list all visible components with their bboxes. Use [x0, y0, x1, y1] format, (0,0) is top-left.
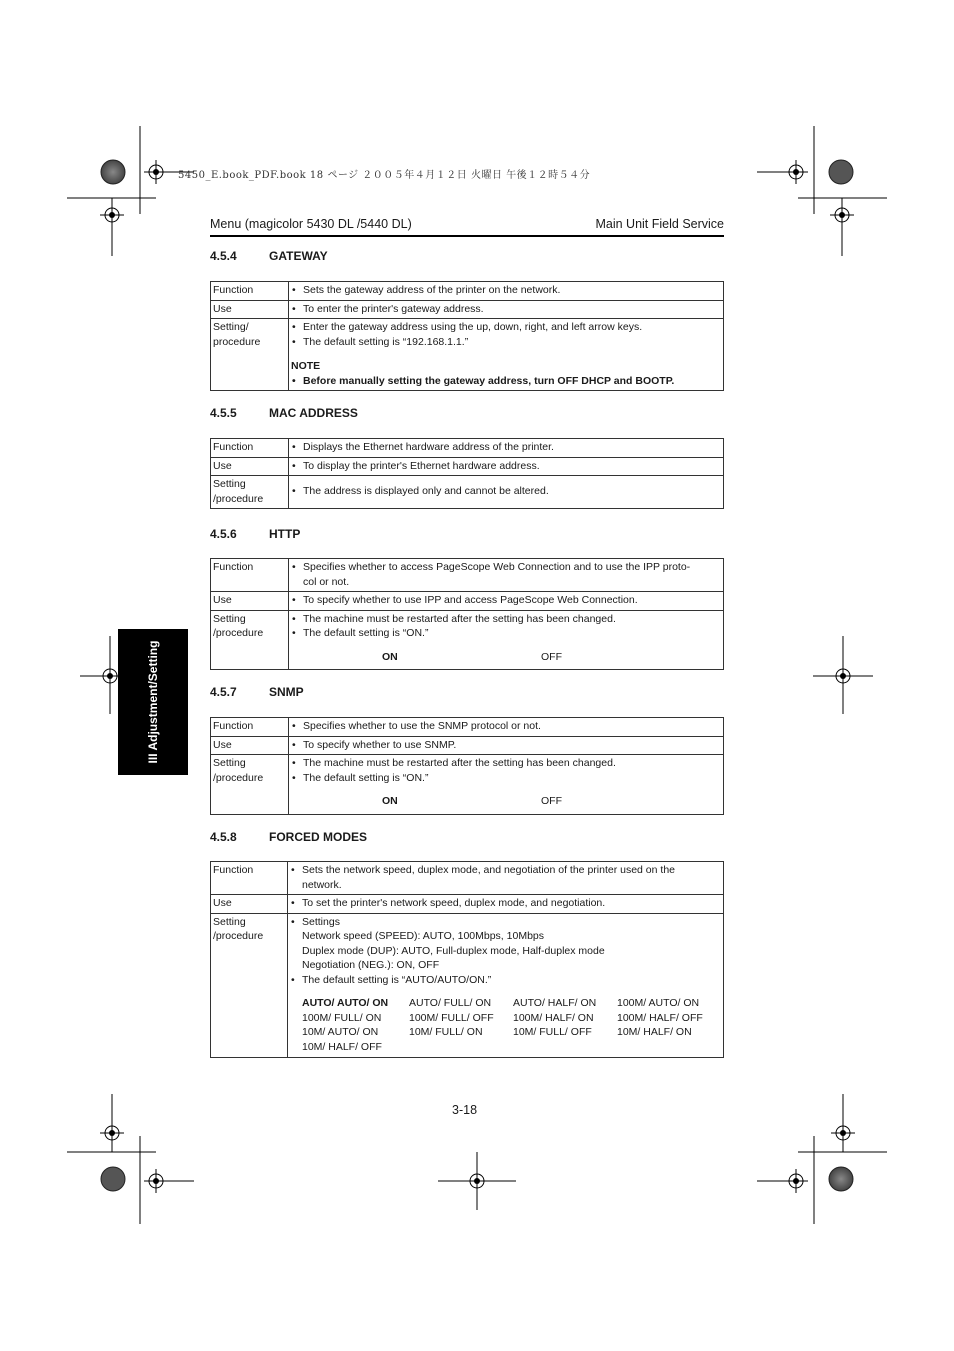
forced-option: 100M/ FULL/ ON [302, 1011, 382, 1024]
row-label: Setting /procedure [211, 755, 289, 815]
header-left: Menu (magicolor 5430 DL /5440 DL) [210, 217, 412, 231]
table-row [211, 718, 724, 737]
section-title-snmp [210, 685, 304, 699]
row-label: Setting /procedure [211, 610, 289, 670]
row-label: Use [211, 457, 289, 476]
section-number: 4.5.6 [210, 527, 237, 541]
table-row [211, 895, 724, 914]
row-label: Use [211, 895, 288, 914]
option-row [291, 794, 721, 809]
bullet-item: • To enter the printer's gateway address. [291, 302, 721, 317]
row-label: Function [211, 439, 289, 458]
gateway-table [210, 281, 724, 391]
bullet-item: • Settings [290, 915, 721, 930]
print-info: 5450_E.book_PDF.book 18 ページ ２００５年４月１２日 火曜日 午後１２時５４分 [178, 170, 591, 181]
table-row [211, 457, 724, 476]
page-number: 3-18 [452, 1103, 478, 1117]
table-row [211, 755, 724, 815]
option-row [291, 650, 721, 665]
table-row [211, 476, 724, 509]
row-value [288, 895, 724, 914]
row-label: Function [211, 862, 288, 895]
section-name: FORCED MODES [269, 830, 368, 844]
bullet-item: • The default setting is “ON.” [291, 771, 721, 786]
section-title-gateway [210, 249, 328, 263]
table-row [211, 282, 724, 301]
row-value [288, 862, 724, 895]
row-label: Function [211, 559, 289, 592]
forced-option: 10M/ HALF/ OFF [302, 1040, 382, 1053]
row-value [289, 319, 724, 391]
snmp-table [210, 717, 724, 815]
settings-line: Negotiation (NEG.): ON, OFF [302, 959, 440, 971]
table-row [211, 319, 724, 391]
bullet-item: • The machine must be restarted after the setting has been changed. [291, 756, 721, 771]
bullet-item: • Displays the Ethernet hardware address of the printer. [291, 440, 721, 455]
section-number: 4.5.7 [210, 685, 237, 699]
section-title-forced [210, 830, 367, 844]
http-table [210, 558, 724, 670]
bullet-item: • The default setting is “ON.” [291, 626, 721, 641]
table-row [211, 610, 724, 670]
forced-option: 100M/ FULL/ OFF [409, 1011, 494, 1024]
section-name: MAC ADDRESS [269, 406, 358, 420]
section-title-mac [210, 406, 358, 420]
mac-table [210, 438, 724, 509]
section-name: GATEWAY [269, 249, 328, 263]
bullet-item: • To specify whether to use IPP and access PageScope Web Connection. [291, 593, 721, 608]
bullet-item: • Specifies whether to use the SNMP protocol or not. [291, 719, 721, 734]
header-right: Main Unit Field Service [595, 217, 724, 231]
table-row [211, 736, 724, 755]
bullet-item: • The default setting is “192.168.1.1.” [291, 335, 721, 350]
bullet-item: • Sets the network speed, duplex mode, and negotiation of the printer used on the network. [290, 863, 721, 892]
row-label: Function [211, 282, 289, 301]
row-value [289, 592, 724, 611]
row-label: Use [211, 300, 289, 319]
row-value [289, 457, 724, 476]
side-tab [118, 629, 188, 775]
bullet-item: • The default setting is “AUTO/AUTO/ON.” [290, 973, 721, 988]
row-value [289, 476, 724, 509]
row-value [289, 736, 724, 755]
section-number: 4.5.5 [210, 406, 237, 420]
row-label: Setting/ procedure [211, 319, 289, 391]
row-value [289, 300, 724, 319]
row-value [289, 610, 724, 670]
bullet-item: • Sets the gateway address of the printer on the network. [291, 283, 721, 298]
row-label: Use [211, 592, 289, 611]
forced-option: AUTO/ HALF/ ON [513, 997, 597, 1009]
table-row [211, 559, 724, 592]
row-value [288, 913, 724, 1058]
option-on: ON [382, 795, 398, 807]
section-number: 4.5.4 [210, 249, 237, 263]
forced-option: 100M/ HALF/ ON [513, 1011, 594, 1024]
bullet-item: • To set the printer's network speed, duplex mode, and negotiation. [290, 896, 721, 911]
forced-option: AUTO/ AUTO/ ON [302, 997, 389, 1009]
table-row [211, 592, 724, 611]
row-label: Setting /procedure [211, 913, 288, 1058]
table-row [211, 300, 724, 319]
forced-option: 100M/ AUTO/ ON [617, 997, 700, 1009]
forced-option: AUTO/ FULL/ ON [409, 997, 492, 1009]
settings-line: Network speed (SPEED): AUTO, 100Mbps, 10Mbps [302, 930, 544, 942]
section-title-http [210, 527, 300, 541]
row-value [289, 559, 724, 592]
row-label: Function [211, 718, 289, 737]
row-value [289, 282, 724, 301]
section-number: 4.5.8 [210, 830, 237, 844]
row-value [289, 755, 724, 815]
forced-option: 100M/ HALF/ OFF [617, 1011, 703, 1024]
bullet-item: • To display the printer's Ethernet hardware address. [291, 459, 721, 474]
row-label: Setting /procedure [211, 476, 289, 509]
page-header [210, 217, 724, 237]
table-row [211, 913, 724, 1058]
row-value [289, 439, 724, 458]
row-label: Use [211, 736, 289, 755]
forced-option: 10M/ AUTO/ ON [302, 1026, 379, 1038]
row-value [289, 718, 724, 737]
forced-option: 10M/ FULL/ OFF [513, 1026, 592, 1038]
bullet-item: • The machine must be restarted after the setting has been changed. [291, 612, 721, 627]
table-row [211, 862, 724, 895]
section-name: HTTP [269, 527, 301, 541]
note-heading: NOTE [291, 360, 321, 372]
bullet-item: • To specify whether to use SNMP. [291, 738, 721, 753]
forced-option: 10M/ HALF/ ON [617, 1026, 692, 1038]
forced-table [210, 861, 724, 1058]
forced-options-grid [290, 996, 721, 1054]
bullet-item: • The address is displayed only and cannot be altered. [291, 484, 721, 499]
option-off: OFF [541, 795, 562, 807]
bullet-item: • Enter the gateway address using the up, down, right, and left arrow keys. [291, 320, 721, 335]
note-text: • Before manually setting the gateway address, turn OFF DHCP and BOOTP. [291, 374, 721, 389]
bullet-item: • Specifies whether to access PageScope Web Connection and to use the IPP proto- col or not. [291, 560, 721, 589]
forced-option: 10M/ FULL/ ON [409, 1026, 483, 1038]
option-on: ON [382, 650, 398, 663]
settings-line: Duplex mode (DUP): AUTO, Full-duplex mode, Half-duplex mode [302, 944, 605, 957]
table-row [211, 439, 724, 458]
section-name: SNMP [269, 685, 304, 699]
side-tab-label: III Adjustment/Setting [146, 640, 160, 764]
option-off: OFF [541, 650, 562, 663]
